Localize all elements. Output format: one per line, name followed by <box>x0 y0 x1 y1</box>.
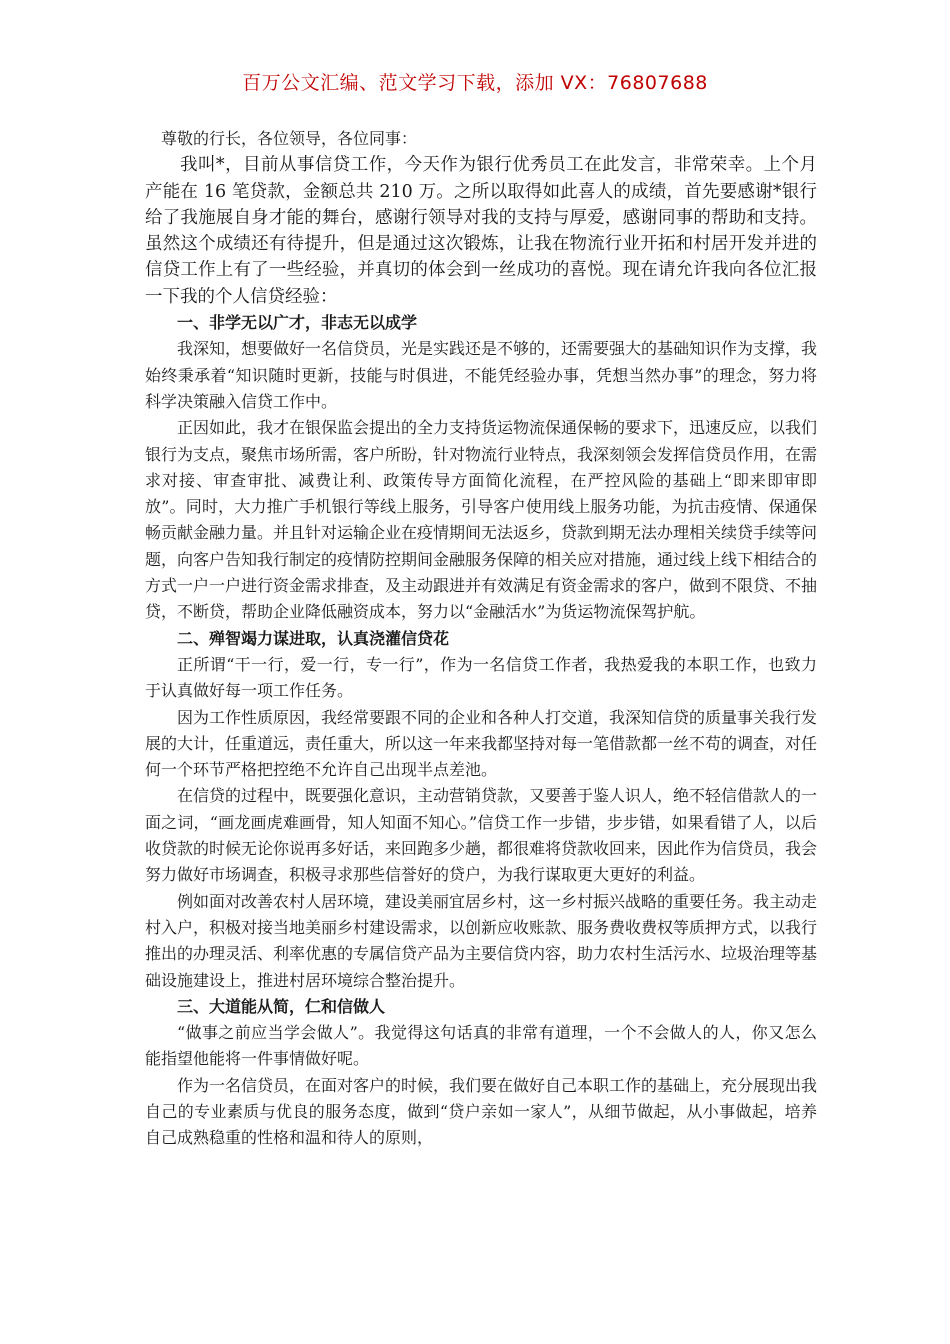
section-3-paragraph-2: 作为一名信贷员，在面对客户的时候，我们要在做好自己本职工作的基础上，充分展现出我自己的专业素质与优良的服务态度，做到“贷户亲如一家人”，从细节做起，从小事做起，培养自己成熟稳重的性格和温和待人的原则， <box>145 1075 818 1148</box>
section-1-paragraph-1: 我深知，想要做好一名信贷员，光是实践还是不够的，还需要强大的基础知识作为支撑，我始终秉承着“知识随时更新，技能与时俱进，不能凭经验办事，凭想当然办事”的理念，努力将科学决策融入信贷工作中。 <box>145 339 818 411</box>
section-2-paragraph-3: 在信贷的过程中，既要强化意识，主动营销贷款，又要善于鉴人识人，绝不轻信借款人的一面之词，“画龙画虎难画骨，知人知面不知心。”信贷工作一步错，步步错，如果看错了人，以后收贷款的时候无论你说再多好话，来回跑多少趟，都很难将贷款收回来，因此作为信贷员，我会努力做好市场调查，积极寻求那些信誉好的贷户，为我行谋取更大更好的利益。 <box>145 786 818 885</box>
intro-paragraph: 我叫*，目前从事信贷工作，今天作为银行优秀员工在此发言，非常荣幸。上个月产能在 16 笔贷款，金额总共 210 万。之所以取得如此喜人的成绩，首先要感谢*银行给了我施展自身才能的舞台，感谢行领导对我的支持与厚爱，感谢同事的帮助和支持。虽然这个成绩还有待提升，但是通过这次锻炼，让我在物流行业开拓和村居开发并进的信贷工作上有了一些经验，并真切的体会到一丝成功的喜悦。现在请允许我向各位汇报一下我的个人信贷经验： <box>145 155 817 307</box>
document-body <box>145 126 817 1152</box>
section-2-paragraph-2: 因为工作性质原因，我经常要跟不同的企业和各种人打交道，我深知信贷的质量事关我行发展的大计，任重道远，责任重大，所以这一年来我都坚持对每一笔借款都一丝不苟的调查，对任何一个环节严格把控绝不允许自己出现半点差池。 <box>145 707 818 780</box>
section-3-title: 三、大道能从简，仁和信做人 <box>177 996 386 1016</box>
section-1-title: 一、非学无以广才，非志无以成学 <box>177 313 418 333</box>
section-3-paragraph-1: “做事之前应当学会做人”。我觉得这句话真的非常有道理，一个不会做人的人，你又怎么能指望他能将一件事情做好呢。 <box>145 1023 817 1069</box>
salutation: 尊敬的行长，各位领导，各位同事： <box>161 129 418 148</box>
section-2-paragraph-1: 正所谓“干一行，爱一行，专一行”，作为一名信贷工作者，我热爱我的本职工作，也致力于认真做好每一项工作任务。 <box>145 654 817 701</box>
section-2-paragraph-4: 例如面对改善农村人居环境，建设美丽宜居乡村，这一乡村振兴战略的重要任务。我主动走村入户，积极对接当地美丽乡村建设需求，以创新应收账款、服务费收费权等质押方式，以我行推出的办理灵活、利率优惠的专属信贷产品为主要信贷内容，助力农村生活污水、垃圾治理等基础设施建设上，推进村居环境综合整治提升。 <box>145 891 818 990</box>
section-1-paragraph-2: 正因如此，我才在银保监会提出的全力支持货运物流保通保畅的要求下，迅速反应，以我们银行为支点，聚焦市场所需，客户所盼，针对物流行业特点，我深刻领会发挥信贷员作用，在需求对接、审查审批、减费让利、政策传导方面简化流程，在严控风险的基础上“即来即审即放”。同时，大力推广手机银行等线上服务，引导客户使用线上服务功能，为抗击疫情、保通保畅贡献金融力量。并且针对运输企业在疫情期间无法返乡，贷款到期无法办理相关续贷手续等问题，向客户告知我行制定的疫情防控期间金融服务保障的相关应对措施，通过线上线下相结合的方式一户一户进行资金需求排查，及主动跟进并有效满足有资金需求的客户，做到不限贷、不抽贷，不断贷，帮助企业降低融资成本，努力以“金融活水”为货运物流保驾护航。 <box>145 418 818 622</box>
header-banner: 百万公文汇编、范文学习下载，添加 VX：76807688 <box>242 72 708 94</box>
section-2-title: 二、殚智竭力谋进取，认真浇灌信贷花 <box>177 628 450 648</box>
